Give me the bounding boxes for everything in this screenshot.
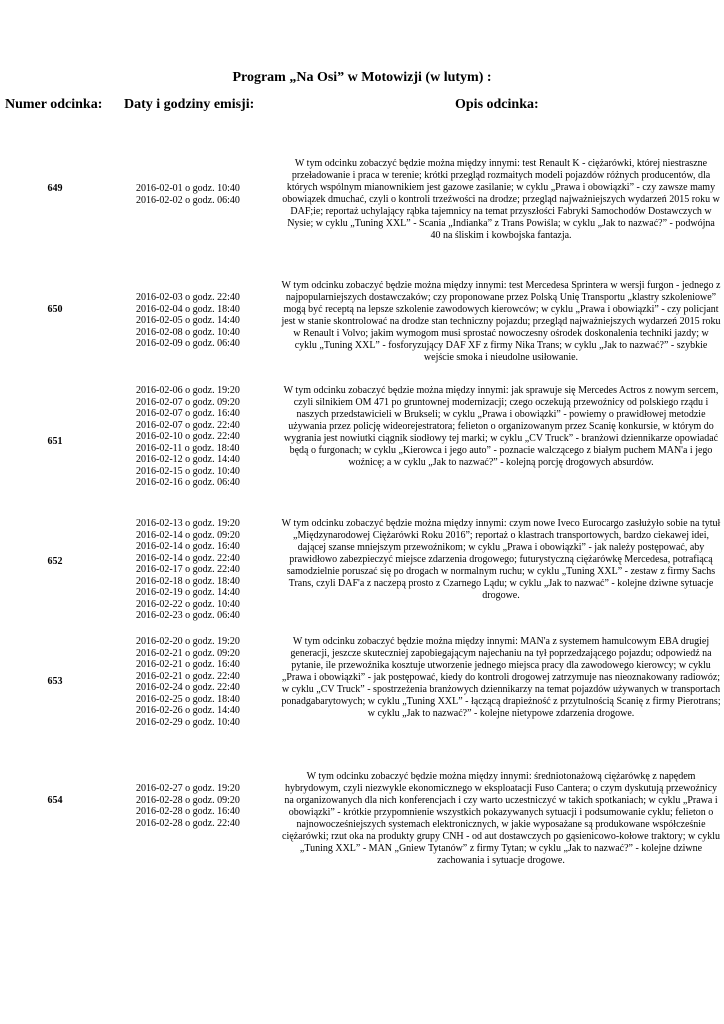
air-date: 2016-02-02 o godz. 06:40 — [136, 194, 240, 206]
episode-description: W tym odcinku zobaczyć będzie można między innymi: test Mercedesa Sprintera w wersji furgon - jednego z najpopularniejszych dostawczaków; czy proponowane przez Polską Unię Transportu „klastry szkoleniowe” mogą być receptą na lepsze szkolenie zawodowych kierowców; w cyklu „Prawa i obowiązki” - czy policjant jest w stanie skontrolować na drodze stan techniczny pojazdu; przegląd najważniejszych wydarzeń 2015 roku w Renault i Volvo; jakim wymogom musi sprostać nowoczesny ośrodek doskonalenia techniki jazdy; w cyklu „Tuning XXL” - fosforyzujący DAF XF z firmy Nika Trans; w cyklu „Jak to nazwać?” - szybkie wejście smoka i nieudolne usiłowanie. — [281, 280, 721, 363]
air-date: 2016-02-14 o godz. 22:40 — [136, 552, 240, 564]
air-date: 2016-02-12 o godz. 14:40 — [136, 454, 240, 465]
air-date: 2016-02-27 o godz. 19:20 — [136, 783, 240, 794]
episode-description: W tym odcinku zobaczyć będzie można między innymi: test Renault K - ciężarówki, której niestraszne przeładowanie i praca w terenie; krótki przegląd rozmaitych modeli pojazdów różnych producentów, dla których wspólnym mianownikiem jest gazowe zasilanie; w cyklu „Prawa i obowiązki” - czy zawsze mamy obowiązek dmuchać, czyli o kontroli trzeźwości na drodze; przegląd najważniejszych wydarzeń 2015 roku w DAF;ie; reportaż uchylający rąbka tajemnicy na temat przyszłości Fabryki Samochodów Dostawczych w Nysie; w cyklu „Tuning XXL” - Scania „Indianka” z Trans Powiśla; w cyklu „Jak to nazwać?” - podwójna 40 na śliskim i kowbojska fantazja. — [282, 158, 720, 241]
episode-description: W tym odcinku zobaczyć będzie można między innymi: jak sprawuje się Mercedes Actros z nowym sercem, czyli silnikiem OM 471 po gruntownej modernizacji; czego oczekują przewoźnicy od polskiego rządu i naszych przedstawicieli w Brukseli; w cyklu „Prawa i obowiązki” - powiemy o prawidłowej metodzie używania przez policję wideorejestratora; felieton o organizowanym przez Scanię konkursie, w którym do wygrania jest nowiutki ciągnik siodłowy tej marki; w cyklu „CV Truck” - branżowi dziennikarze opowiadać będą o furgonach; w cyklu „Kierowca i jego auto” - poznacie walczącego z białym puchem MAN'a i jego woźnicę; a w cyklu „Jak to nazwać?” - kolejną porcję drogowych absurdów. — [283, 385, 719, 468]
air-date: 2016-02-14 o godz. 09:20 — [136, 529, 240, 541]
air-date: 2016-02-28 o godz. 22:40 — [136, 817, 240, 829]
air-date: 2016-02-09 o godz. 06:40 — [136, 338, 240, 349]
episode-dates — [136, 783, 276, 829]
air-date: 2016-02-21 o godz. 16:40 — [136, 659, 240, 670]
air-date: 2016-02-01 o godz. 10:40 — [136, 183, 240, 194]
episode-description: W tym odcinku zobaczyć będzie można między innymi: MAN'a z systemem hamulcowym EBA drugiej generacji, jeszcze skuteczniej zapobiegającym najechaniu na tył poprzedzającego pojazdu; odpowiedź na pytanie, ile przewoźnika kosztuje utworzenie jednego miejsca pracy dla zawodowego kierowcy; w cyklu „Prawa i obowiązki” - jak postępować, kiedy do kontroli drogowej zatrzymuje nas nieoznakowany radiowóz; w cyklu „CV Truck” - spostrzeżenia branżowych dziennikarzy na temat pojazdów używanych w transportach ponadgabarytowych; w cyklu „Tuning XXL” - łączącą drapieżność z przytulnością Scanię z firmy Pierotrans; w cyklu „Jak to nazwać?” - kolejne nietypowe zdarzenia drogowe. — [281, 636, 721, 719]
air-date: 2016-02-04 o godz. 18:40 — [136, 303, 240, 315]
header-description: Opis odcinka: — [455, 97, 539, 112]
header-episode-number: Numer odcinka: — [5, 97, 103, 112]
air-date: 2016-02-05 o godz. 14:40 — [136, 315, 240, 326]
air-date: 2016-02-28 o godz. 16:40 — [136, 806, 240, 817]
air-date: 2016-02-13 o godz. 19:20 — [136, 518, 240, 529]
episode-dates — [136, 636, 276, 728]
page-title: Program „Na Osi” w Motowizji (w lutym) : — [232, 70, 492, 85]
air-date: 2016-02-11 o godz. 18:40 — [136, 442, 240, 454]
air-date: 2016-02-07 o godz. 22:40 — [136, 419, 240, 431]
air-date: 2016-02-28 o godz. 09:20 — [136, 794, 240, 806]
air-date: 2016-02-06 o godz. 19:20 — [136, 385, 240, 396]
episode-number: 651 — [47, 436, 63, 447]
air-date: 2016-02-26 o godz. 14:40 — [136, 705, 240, 716]
episode-dates — [136, 183, 276, 206]
air-date: 2016-02-23 o godz. 06:40 — [136, 610, 240, 621]
episode-number: 652 — [47, 556, 63, 567]
episode-number: 653 — [47, 676, 63, 687]
episode-dates — [136, 385, 276, 489]
air-date: 2016-02-19 o godz. 14:40 — [136, 587, 240, 598]
air-date: 2016-02-17 o godz. 22:40 — [136, 564, 240, 575]
air-date: 2016-02-20 o godz. 19:20 — [136, 636, 240, 647]
air-date: 2016-02-25 o godz. 18:40 — [136, 693, 240, 705]
air-date: 2016-02-14 o godz. 16:40 — [136, 541, 240, 552]
air-date: 2016-02-07 o godz. 09:20 — [136, 396, 240, 408]
episode-dates — [136, 292, 276, 350]
episode-number: 650 — [47, 304, 63, 315]
episode-number: 649 — [47, 183, 63, 194]
air-date: 2016-02-08 o godz. 10:40 — [136, 326, 240, 338]
episode-description: W tym odcinku zobaczyć będzie można między innymi: średniotonażową ciężarówkę z napędem hybrydowym, czyli niezwykle ekonomicznego w eksploatacji Fuso Cantera; o czym dyskutują przewoźnicy na organizowanych dla nich konferencjach i czy warto uczestniczyć w takich spotkaniach; w cyklu „Prawa i obowiązki” - krótkie przypomnienie wszystkich pokazywanych sytuacji i podsumowanie cyklu; felieton o najnowocześniejszych systemach elektronicznych, w jakie wyposażane są produkowane współcześnie ciężarówki; rzut oka na produkty grupy CNH - od aut dostawczych po gąsienicowo-kołowe traktory; w cyklu „Tuning XXL” - MAN „Gniew Tytanów” z firmy Tytan; w cyklu „Jak to nazwać?” - kolejne dziwne zachowania i sytuacje drogowe. — [282, 771, 720, 866]
air-date: 2016-02-24 o godz. 22:40 — [136, 682, 240, 693]
air-date: 2016-02-16 o godz. 06:40 — [136, 477, 240, 488]
episode-dates — [136, 518, 276, 622]
episode-description: W tym odcinku zobaczyć będzie można między innymi: czym nowe Iveco Eurocargo zasłużyło sobie na tytuł „Międzynarodowej Ciężarówki Roku 2016”; reportaż o klastrach transportowych, bardzo ciekawej idei, dającej szanse mniejszym przewoźnikom; w cyklu „Prawa i obowiązki” - jak należy postępować, aby prawidłowo zabezpieczyć miejsce zdarzenia drogowego; futurystyczną ciężarówkę Mercedesa, potrafiącą samodzielnie poruszać się po drogach w normalnym ruchu; w cyklu „Tuning XXL” - zestaw z firmy Sachs Trans, czyli DAF'a z naczepą prosto z Czarnego Lądu; w cyklu „Jak to nazwać” - kolejne dziwne sytuacje drogowe. — [281, 518, 721, 601]
air-date: 2016-02-18 o godz. 18:40 — [136, 575, 240, 587]
episode-number: 654 — [47, 795, 63, 806]
air-date: 2016-02-15 o godz. 10:40 — [136, 465, 240, 477]
air-date: 2016-02-03 o godz. 22:40 — [136, 292, 240, 303]
air-date: 2016-02-29 o godz. 10:40 — [136, 716, 240, 728]
air-date: 2016-02-21 o godz. 09:20 — [136, 647, 240, 659]
air-date: 2016-02-22 o godz. 10:40 — [136, 598, 240, 610]
header-air-dates: Daty i godziny emisji: — [124, 97, 255, 112]
air-date: 2016-02-10 o godz. 22:40 — [136, 431, 240, 442]
air-date: 2016-02-21 o godz. 22:40 — [136, 670, 240, 682]
air-date: 2016-02-07 o godz. 16:40 — [136, 408, 240, 419]
